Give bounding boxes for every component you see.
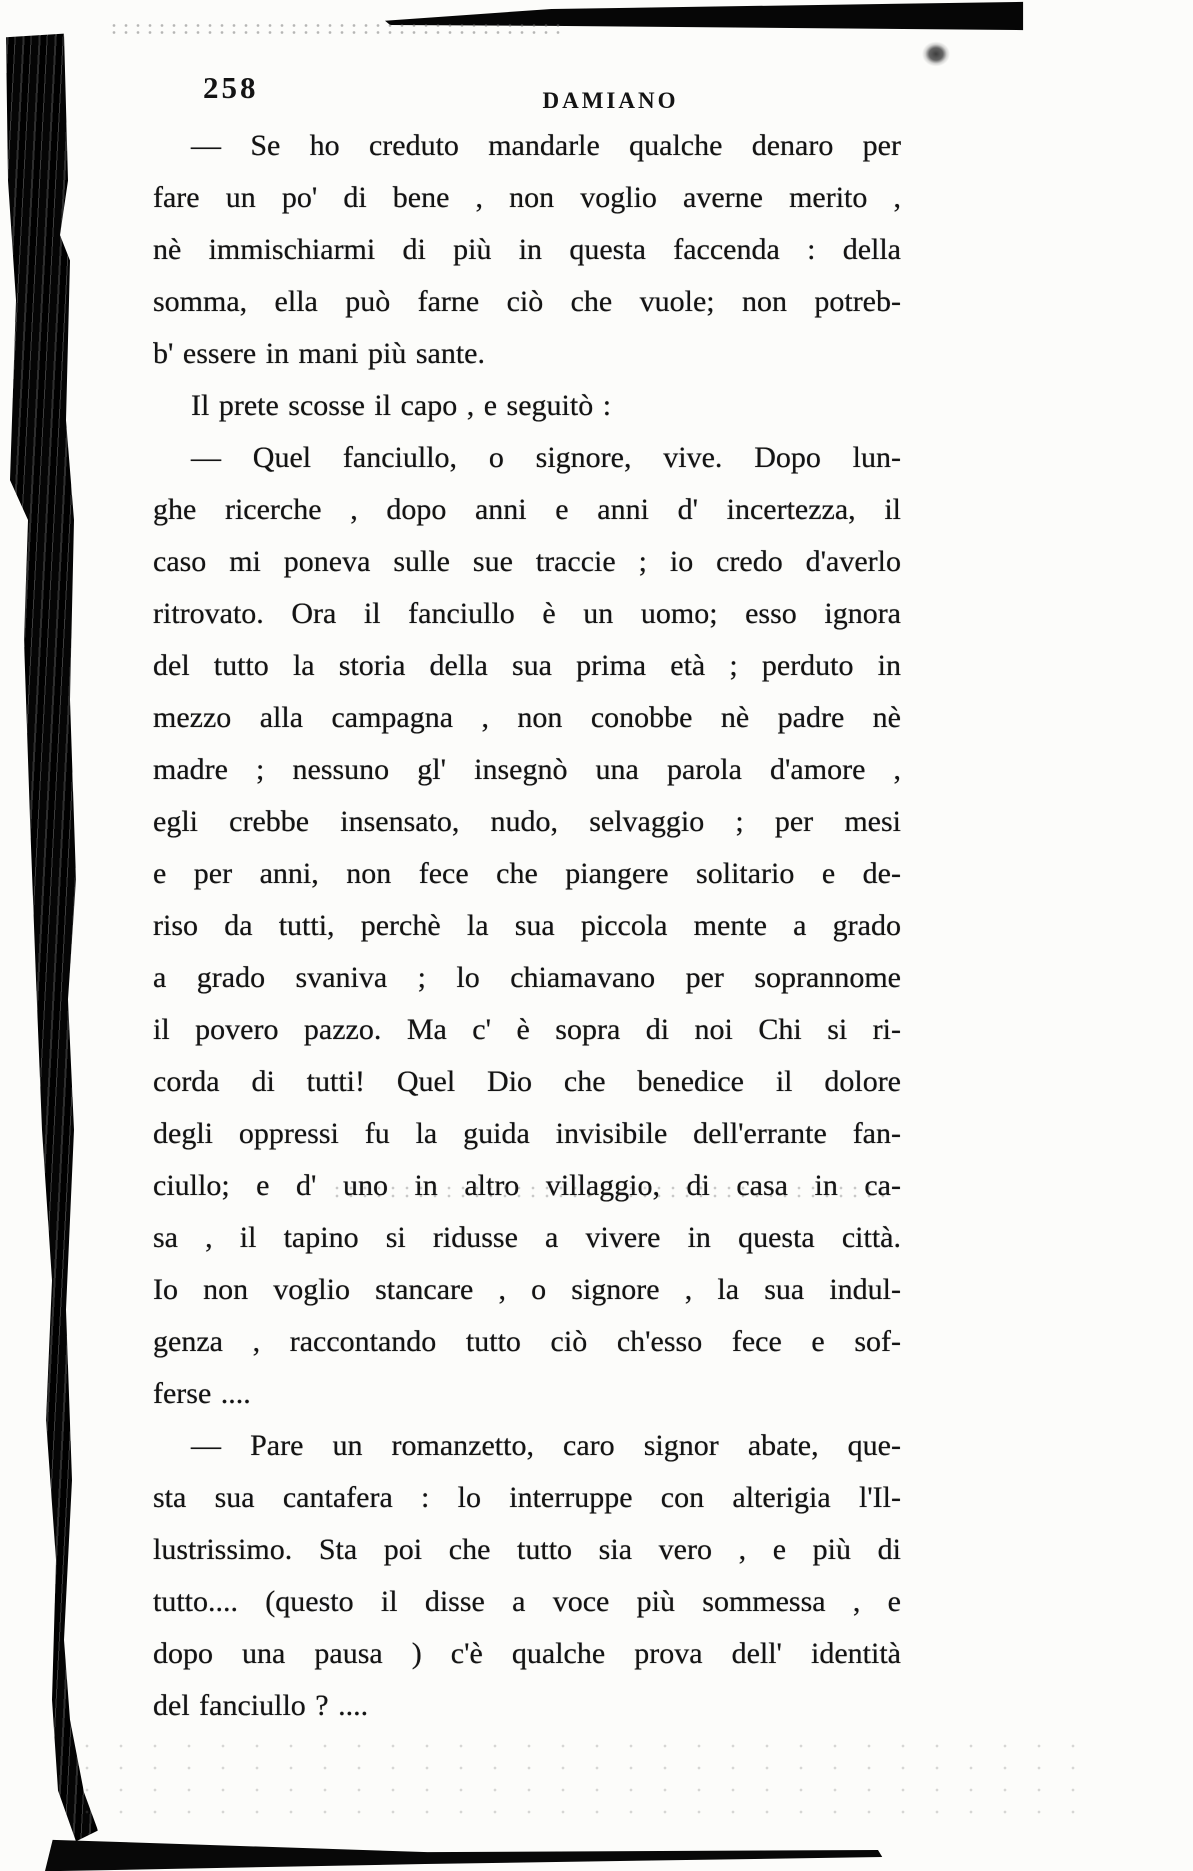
text-line: corda di tutti! Quel Dio che benedice il dolore	[153, 1065, 901, 1098]
text-line: ferse ....	[153, 1377, 251, 1410]
text-line: somma, ella può farne ciò che vuole; non potreb-	[153, 285, 901, 318]
text-line: il povero pazzo. Ma c' è sopra di noi Chi si ri-	[153, 1013, 901, 1046]
text-line: ghe ricerche , dopo anni e anni d' incertezza, il	[153, 493, 901, 526]
text-line: riso da tutti, perchè la sua piccola mente a grado	[153, 909, 901, 942]
scan-speckles-top	[108, 22, 568, 38]
page-number: 258	[203, 70, 259, 105]
text-line: Io non voglio stancare , o signore , la sua indul-	[153, 1273, 901, 1306]
text-line: ritrovato. Ora il fanciullo è un uomo; esso ignora	[153, 597, 901, 630]
text-line: genza , raccontando tutto ciò ch'esso fece e sof-	[153, 1325, 901, 1358]
text-line: caso mi poneva sulle sue traccie ; io credo d'averlo	[153, 545, 901, 578]
text-line: nè immischiarmi di più in questa faccenda : della	[153, 233, 901, 266]
text-line: mezzo alla campagna , non conobbe nè padre nè	[153, 701, 901, 734]
text-line: egli crebbe insensato, nudo, selvaggio ; per mesi	[153, 805, 901, 838]
text-line: e per anni, non fece che piangere solitario e de-	[153, 857, 901, 890]
paragraph	[153, 380, 901, 432]
text-line: madre ; nessuno gl' insegnò una parola d'amore ,	[153, 753, 901, 786]
text-line: b' essere in mani più sante.	[153, 337, 485, 370]
text-line: lustrissimo. Sta poi che tutto sia vero , e più di	[153, 1533, 901, 1566]
text-line: — Se ho creduto mandarle qualche denaro per	[191, 129, 901, 162]
text-line: sta sua cantafera : lo interruppe con alterigia l'Il-	[153, 1481, 901, 1514]
text-line: sa , il tapino si ridusse a vivere in questa città.	[153, 1221, 901, 1254]
ink-blotch	[918, 38, 954, 70]
text-line: del tutto la storia della sua prima età ; perduto in	[153, 649, 901, 682]
text-line: fare un po' di bene , non voglio averne merito ,	[153, 181, 901, 214]
text-line: — Pare un romanzetto, caro signor abate, que-	[191, 1429, 901, 1462]
binding-shadow-band	[0, 30, 100, 1845]
text-line: tutto.... (questo il disse a voce più sommessa , e	[153, 1585, 901, 1618]
page-text-block	[153, 120, 901, 1732]
scan-speckles-bottom	[70, 1735, 1090, 1830]
running-title: DAMIANO	[542, 88, 679, 113]
paragraph	[153, 120, 901, 380]
text-line: ciullo; e d' uno in altro villaggio, di casa in ca-	[153, 1169, 901, 1202]
text-line: a grado svaniva ; lo chiamavano per soprannome	[153, 961, 901, 994]
text-line: del fanciullo ? ....	[153, 1689, 369, 1722]
paragraph	[153, 432, 901, 1420]
top-edge-scan-shadow	[385, 0, 1025, 32]
text-line: Il prete scosse il capo , e seguitò :	[191, 389, 612, 422]
text-line: — Quel fanciullo, o signore, vive. Dopo lun-	[191, 441, 901, 474]
text-line: dopo una pausa ) c'è qualche prova dell' identità	[153, 1637, 901, 1670]
paragraph	[153, 1420, 901, 1732]
text-line: degli oppressi fu la guida invisibile dell'errante fan-	[153, 1117, 901, 1150]
bottom-edge-scan-shadow	[45, 1836, 895, 1871]
